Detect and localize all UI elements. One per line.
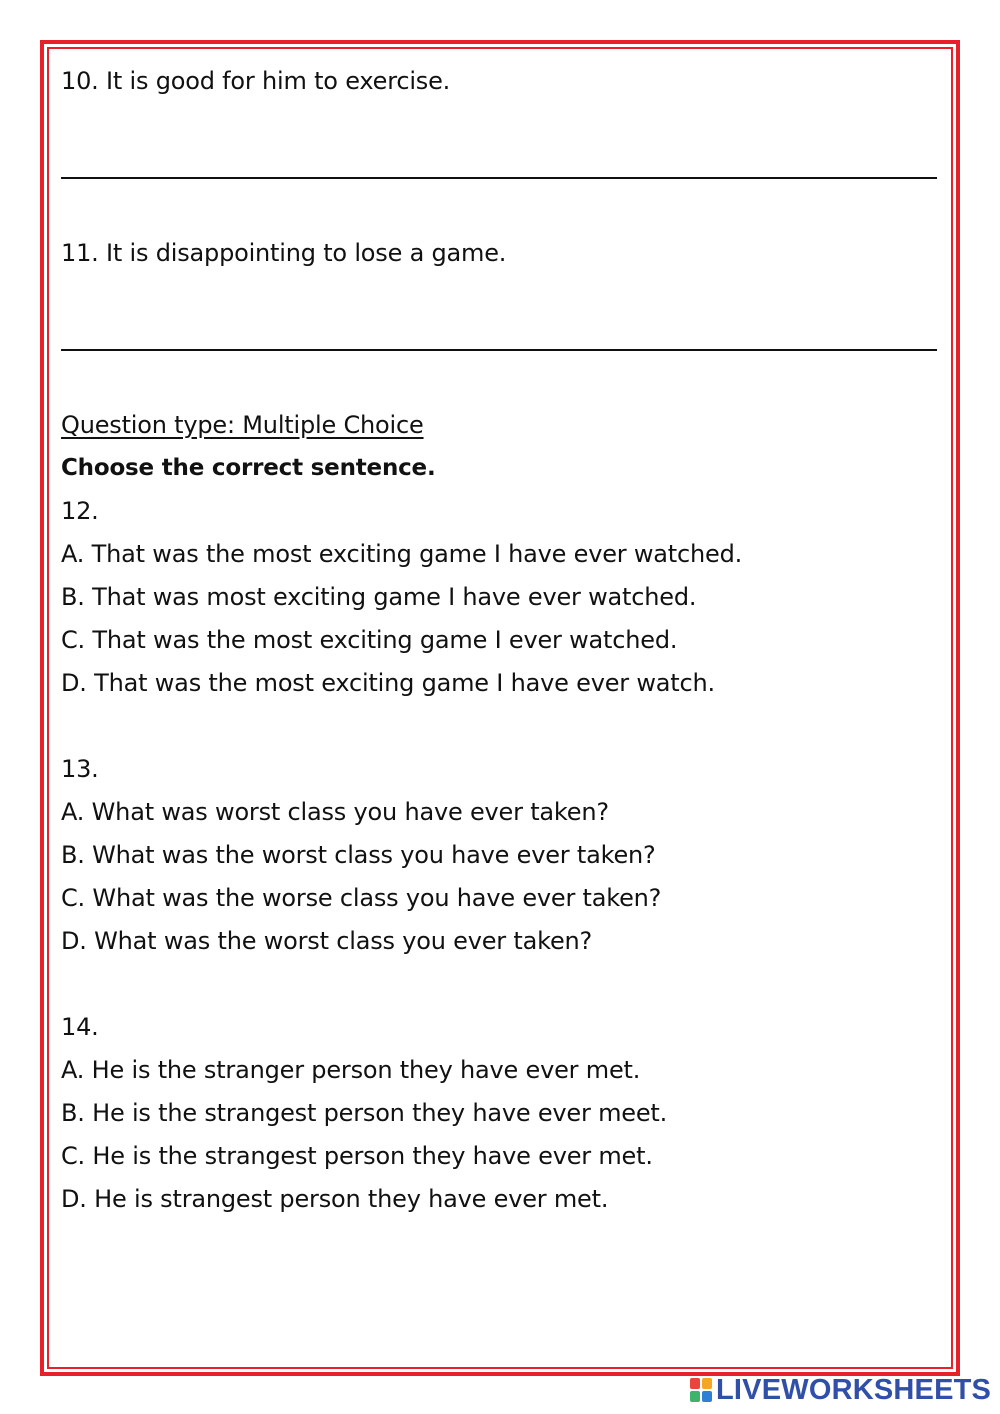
liveworksheets-logo-icon (690, 1378, 712, 1402)
logo-tile-icon (702, 1378, 712, 1389)
question-12-option-b[interactable]: B. That was most exciting game I have ever watched. (61, 583, 697, 611)
logo-tile-icon (690, 1391, 700, 1402)
question-12-option-a[interactable]: A. That was the most exciting game I have ever watched. (61, 540, 743, 568)
question-type-label: Question type: Multiple Choice (61, 411, 424, 439)
exercise-11-answer-line[interactable] (61, 349, 937, 351)
question-13-option-c[interactable]: C. What was the worse class you have ever taken? (61, 884, 662, 912)
question-14-number: 14. (61, 1013, 99, 1041)
question-13-number: 13. (61, 755, 99, 783)
logo-tile-icon (690, 1378, 700, 1389)
question-14-option-b[interactable]: B. He is the strangest person they have ever meet. (61, 1099, 668, 1127)
logo-tile-icon (702, 1391, 712, 1402)
question-14-option-d[interactable]: D. He is strangest person they have ever met. (61, 1185, 609, 1213)
question-12-option-d[interactable]: D. That was the most exciting game I have ever watch. (61, 669, 715, 697)
exercise-10-answer-line[interactable] (61, 177, 937, 179)
question-14-option-c[interactable]: C. He is the strangest person they have ever met. (61, 1142, 653, 1170)
exercise-11-prompt: 11. It is disappointing to lose a game. (61, 239, 507, 267)
section-instruction: Choose the correct sentence. (61, 455, 436, 481)
question-13-option-d[interactable]: D. What was the worst class you ever taken? (61, 927, 593, 955)
question-13-option-a[interactable]: A. What was worst class you have ever taken? (61, 798, 609, 826)
exercise-10-prompt: 10. It is good for him to exercise. (61, 67, 451, 95)
question-12-option-c[interactable]: C. That was the most exciting game I ever watched. (61, 626, 678, 654)
question-13-option-b[interactable]: B. What was the worst class you have ever taken? (61, 841, 656, 869)
question-12-number: 12. (61, 497, 99, 525)
question-14-option-a[interactable]: A. He is the stranger person they have ever met. (61, 1056, 641, 1084)
liveworksheets-brand (690, 1372, 991, 1408)
brand-name: LIVEWORKSHEETS (716, 1373, 992, 1406)
